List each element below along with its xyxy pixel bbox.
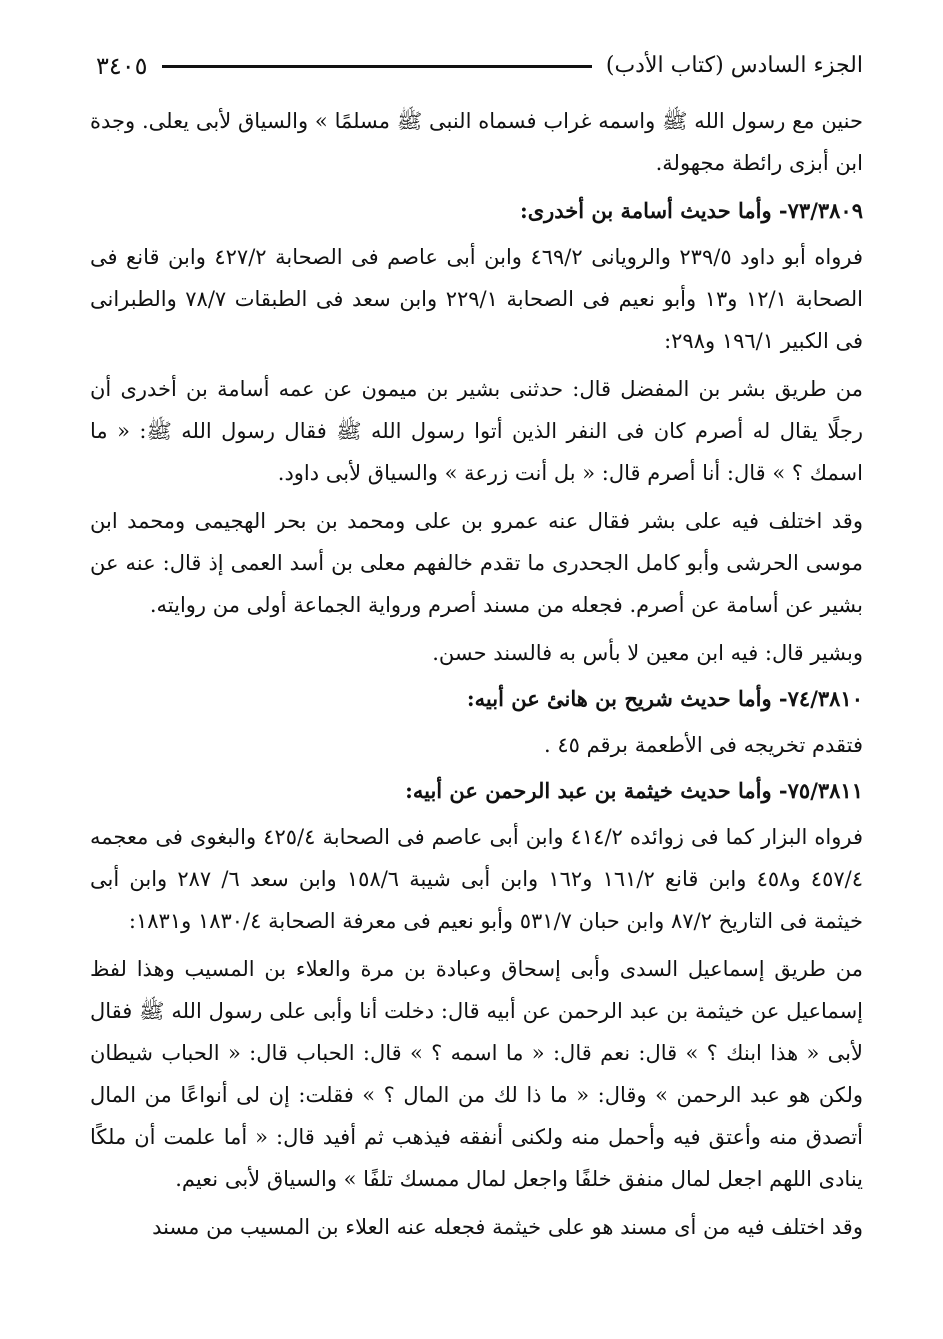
- paragraph: من طريق إسماعيل السدى وأبى إسحاق وعبادة بن مرة والعلاء بن المسيب وهذا لفظ إسماعيل عن خيثمة بن عبد الرحمن عن أبيه قال: دخلت أنا وأبى على رسول الله ﷺ فقال لأبى « هذا ابنك ؟ » قال: نعم قال: « ما اسمه ؟ » قال: الحباب قال: « الحباب شيطان ولكن هو عبد الرحمن » وقال: « ما ذا لك من المال ؟ » فقلت: إن لى أنواعًا من المال أتصدق منه وأعتق فيه وأحمل منه ولكنى أنفقه فيذهب ثم أفيد قال: « أما علمت أن ملكًا ينادى اللهم اجعل لمال منفق خلفًا واجعل لمال ممسك تلفًا » والسياق لأبى نعيم.: [90, 957, 863, 1191]
- section-heading: ٧٥/٣٨١١- وأما حديث خيثمة بن عبد الرحمن عن أبيه:: [405, 778, 863, 803]
- page-number: ٣٤٠٥: [96, 52, 148, 80]
- paragraph: فرواه البزار كما فى زوائده ٤١٤/٢ وابن أبى عاصم فى الصحابة ٤٢٥/٤ والبغوى فى معجمه ٤٥٧/٤ و٤٥٨ وابن قانع ١٦١/٢ و١٦٢ وابن أبى شيبة ١٥٨/٦ وابن سعد ٦/ ٢٨٧ وابن أبى خيثمة فى التاريخ ٨٧/٢ وابن حبان ٥٣١/٧ وأبو نعيم فى معرفة الصحابة ١٨٣٠/٤ و١٨٣١:: [90, 825, 863, 933]
- paragraph: من طريق بشر بن المفضل قال: حدثنى بشير بن ميمون عن عمه أسامة بن أخدرى أن رجلًا يقال له أصرم كان فى النفر الذين أتوا رسول الله ﷺ فقال رسول الله ﷺ: « ما اسمك ؟ » قال: أنا أصرم قال: « بل أنت زرعة » والسياق لأبى داود.: [90, 377, 863, 485]
- paragraph: وقد اختلف فيه من أى مسند هو على خيثمة فجعله عنه العلاء بن المسيب من مسند: [152, 1215, 863, 1239]
- paragraph: وقد اختلف فيه على بشر فقال عنه عمرو بن على ومحمد بن بحر الهجيمى ومحمد ابن موسى الحرشى وأبو كامل الجحدرى ما تقدم خالفهم معلى بن أسد العمى إذ قال: عنه عن بشير عن أسامة عن أصرم. فجعله من مسند أصرم ورواية الجماعة أولى من روايته.: [90, 509, 863, 617]
- page-header: [96, 48, 863, 84]
- paragraph: حنين مع رسول الله ﷺ واسمه غراب فسماه النبى ﷺ مسلمًا » والسياق لأبى يعلى. وجدة ابن أبزى رائطة مجهولة.: [90, 109, 863, 175]
- header-rule: [162, 65, 592, 68]
- running-title: الجزء السادس (كتاب الأدب): [605, 53, 863, 78]
- paragraph: فتقدم تخريجه فى الأطعمة برقم ٤٥ .: [543, 733, 863, 757]
- section-heading: ٧٤/٣٨١٠- وأما حديث شريح بن هانئ عن أبيه:: [466, 686, 863, 711]
- section-heading: ٧٣/٣٨٠٩- وأما حديث أسامة بن أخدرى:: [519, 198, 863, 223]
- paragraph: فرواه أبو داود ٢٣٩/٥ والرويانى ٤٦٩/٢ وابن أبى عاصم فى الصحابة ٤٢٧/٢ وابن قانع فى الصحابة ١٢/١ و١٣ وأبو نعيم فى الصحابة ٢٢٩/١ وابن سعد فى الطبقات ٧٨/٧ والطبرانى فى الكبير ١٩٦/١ و٢٩٨:: [90, 245, 863, 353]
- paragraph: وبشير قال: فيه ابن معين لا بأس به فالسند حسن.: [432, 641, 863, 665]
- page-body: [90, 100, 863, 1254]
